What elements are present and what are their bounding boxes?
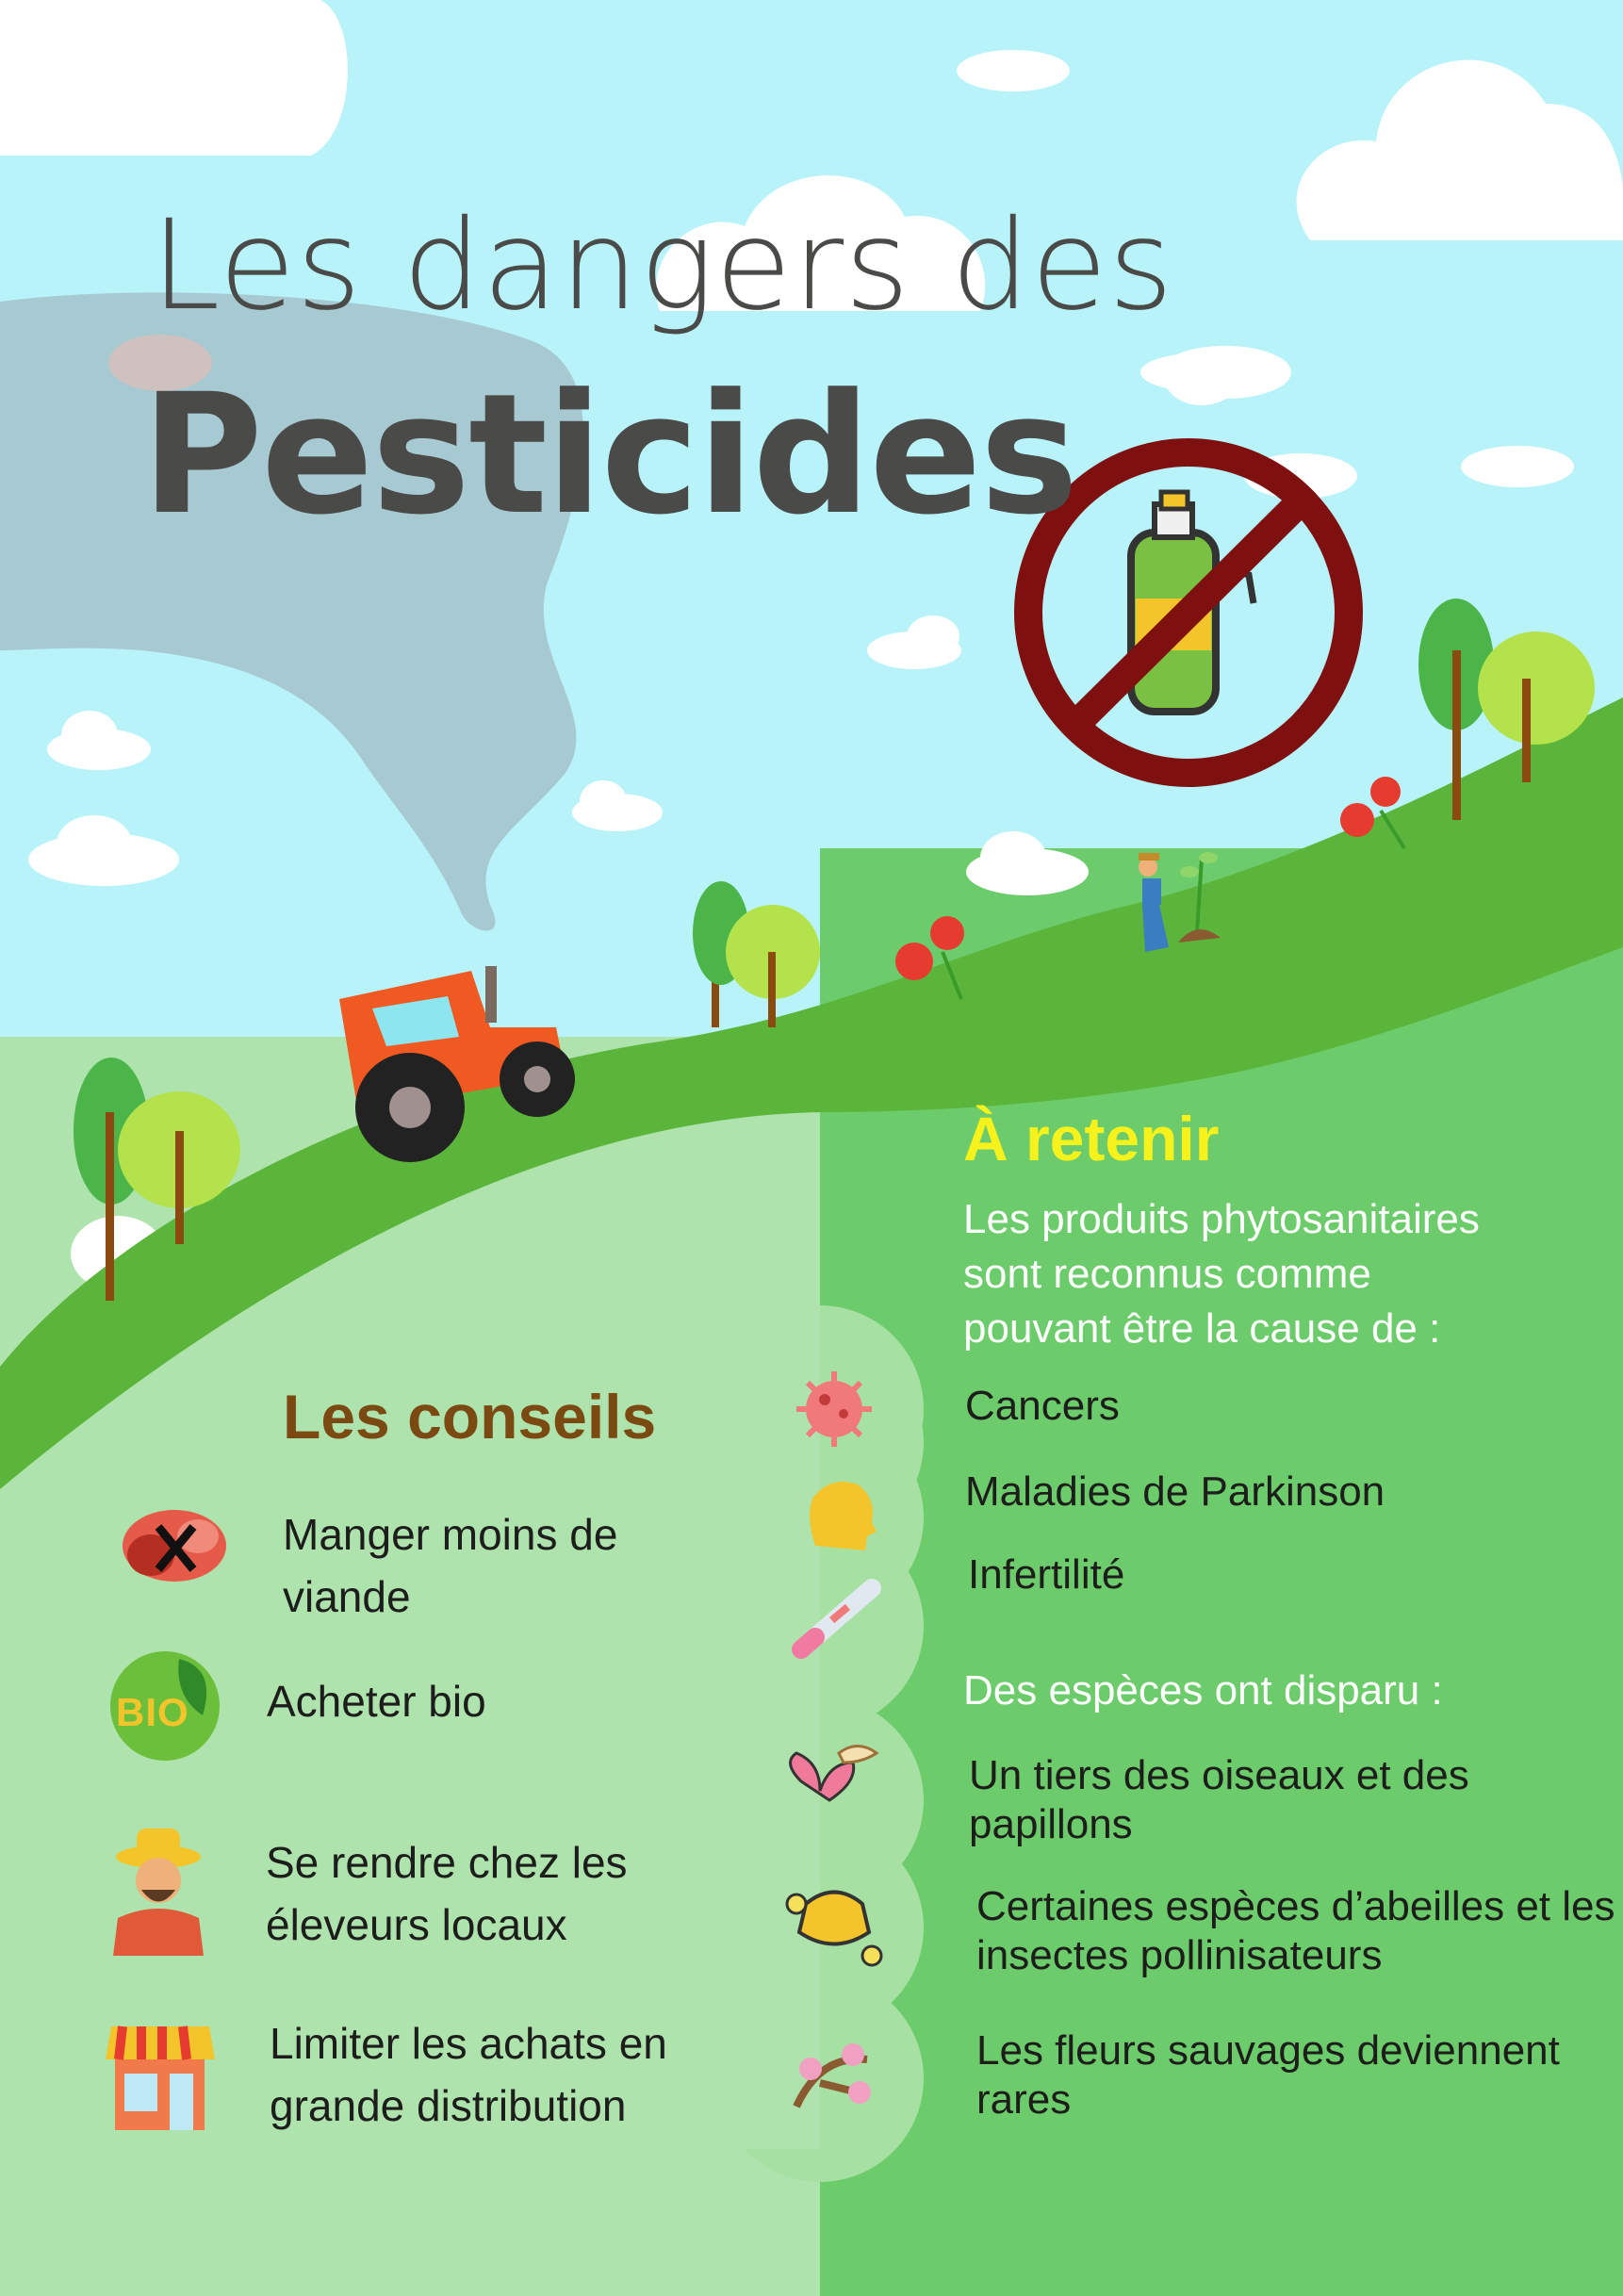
- species-item-birds: Un tiers des oiseaux et des papillons: [969, 1752, 1469, 1847]
- conseils-heading: Les conseils: [283, 1382, 657, 1451]
- conseil-item-4: Limiter les achats en grande distribution: [270, 2019, 667, 2130]
- virus-icon: [796, 1371, 872, 1447]
- retenir-intro: Les produits phytosanitaires sont reconnus comme pouvant être la cause de :: [963, 1196, 1480, 1352]
- species-item-bees: Certaines espèces d’abeilles et les insectes pollinisateurs: [976, 1883, 1615, 1978]
- shop-icon: [106, 2026, 215, 2130]
- species-item-flowers: Les fleurs sauvages deviennent rares: [976, 2027, 1560, 2123]
- bio-icon-text: BIO: [116, 1690, 189, 1734]
- species-heading: Des espèces ont disparu :: [963, 1667, 1443, 1714]
- danger-item-infertilite: Infertilité: [968, 1551, 1125, 1598]
- title-line1: Les dangers des: [151, 193, 1174, 338]
- no-meat-icon: [123, 1510, 226, 1582]
- danger-item-cancers: Cancers: [965, 1383, 1120, 1429]
- conseil-item-2: Acheter bio: [267, 1677, 486, 1726]
- title-line2: Pesticides: [141, 358, 1077, 551]
- retenir-heading: À retenir: [963, 1104, 1220, 1173]
- conseil-item-3: Se rendre chez les éleveurs locaux: [266, 1838, 628, 1949]
- conseil-item-1: Manger moins de viande: [283, 1510, 618, 1621]
- danger-item-parkinson: Maladies de Parkinson: [965, 1468, 1385, 1515]
